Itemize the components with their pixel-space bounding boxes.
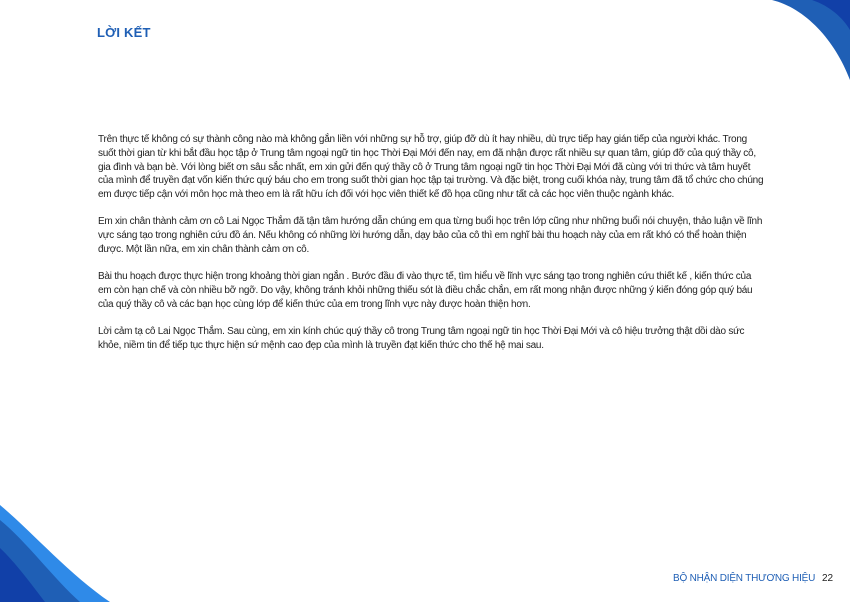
paragraph-1: Trên thực tế không có sự thành công nào mà không gắn liền với những sự hỗ trợ, giúp đỡ dù ít hay nhiều, dù trực tiếp hay gián tiếp của người khác. Trong suốt thời gian từ khi bắt đầu học tập ở Trung tâm ngoại ngữ tin học Thời Đại Mới đến nay, em đã nhận được rất nhiều sự quan tâm, giúp đỡ của quý thầy cô, gia đình và bạn bè. Với lòng biết ơn sâu sắc nhất, em xin gửi đến quý thầy cô ở Trung tâm ngoại ngữ tin học Thời Đại Mới đã cùng với tri thức và tâm huyết của mình để truyền đạt vốn kiến thức quý báu cho em trong suốt thời gian học tập tại trường. Và đặc biệt, trong cuối khóa này, trung tâm đã tổ chức cho chúng em được tiếp cận với môn học mà theo em là rất hữu ích đối với học viên thiết kế đồ họa cũng như tất cả các học viên thuộc ngành khác.: [98, 134, 764, 201]
paragraph-4: Lời cảm tạ cô Lai Ngọc Thắm. Sau cùng, em xin kính chúc quý thầy cô trong Trung tâm ngoại ngữ tin học Thời Đại Mới và cô hiệu trưởng thật dồi dào sức khỏe, niềm tin để tiếp tục thực hiện sứ mệnh cao đẹp của mình là truyền đạt kiến thức cho thế hệ mai sau.: [98, 326, 745, 352]
page-number: 22: [822, 573, 834, 584]
paragraph-2: Em xin chân thành cảm ơn cô Lai Ngọc Thắm đã tận tâm hướng dẫn chúng em qua từng buổi học trên lớp cũng như những buổi nói chuyện, thảo luận về lĩnh vực sáng tạo trong nghiên cứu đồ án. Nếu không có những lời hướng dẫn, dạy bảo của cô thì em nghĩ bài thu hoạch này của em rất khó có thể hoàn thiện được. Một lần nữa, em xin chân thành cảm ơn cô.: [98, 216, 763, 256]
page-title: LỜI KẾT: [97, 25, 151, 40]
body-text: [98, 133, 765, 366]
paragraph-3: Bài thu hoạch được thực hiện trong khoảng thời gian ngắn . Bước đầu đi vào thực tế, tìm hiểu về lĩnh vực sáng tạo trong nghiên cứu thiết kế , kiến thức của em còn hạn chế và còn nhiều bỡ ngỡ. Do vậy, không tránh khỏi những thiếu sót là điều chắc chắn, em rất mong nhận được những ý kiến đóng góp quý báu của quý thầy cô và các bạn học cùng lớp để kiến thức của em trong lĩnh vực này được hoàn thiện hơn.: [98, 271, 753, 310]
footer-brand-label: BỘ NHẬN DIỆN THƯƠNG HIỆU: [673, 573, 816, 584]
